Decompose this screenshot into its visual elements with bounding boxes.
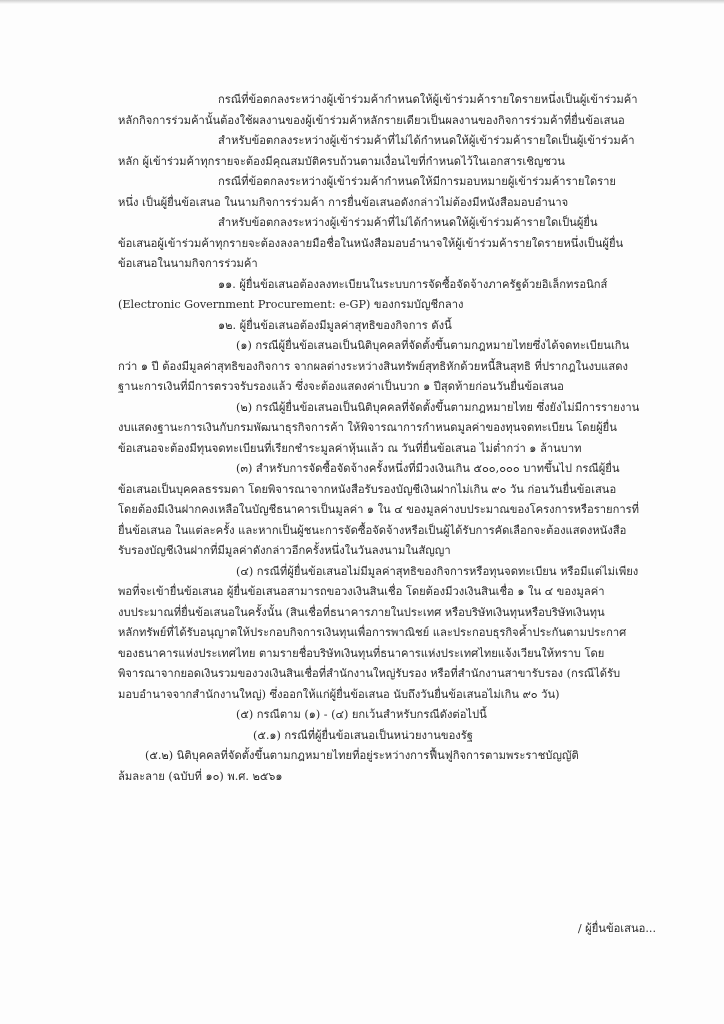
text-line: (๔) กรณีที่ผู้ยื่นข้อเสนอไม่มีมูลค่าสุทธิของกิจการหรือทุนจดทะเบียน หรือมีแต่ไม่เพียง xyxy=(236,564,639,578)
text-line: กว่า ๑ ปี ต้องมีมูลค่าสุทธิของกิจการ จากผลต่างระหว่างสินทรัพย์สุทธิหักด้วยหนี้สินสุทธิ ที่ปรากฎในงบแสดง xyxy=(118,359,628,373)
text-line: ข้อเสนอเป็นบุคคลธรรมดา โดยพิจารณาจากหนังสือรับรองบัญชีเงินฝากไม่เกิน ๙๐ วัน ก่อนวันยื่นข้อเสนอ xyxy=(118,482,617,496)
text-line: ของธนาคารแห่งประเทศไทย ตามรายชื่อบริษัทเงินทุนที่ธนาคารแห่งประเทศไทยแจ้งเวียนให้ทราบ โดย xyxy=(118,646,605,660)
document-body xyxy=(118,90,686,787)
text-line: ๑๑. ผู้ยื่นข้อเสนอต้องลงทะเบียนในระบบการจัดซื้อจัดจ้างภาครัฐด้วยอิเล็กทรอนิกส์ xyxy=(218,277,608,291)
text-line: (๕.๒) นิติบุคคลที่จัดตั้งขึ้นตามกฎหมายไทยที่อยู่ระหว่างการฟื้นฟูกิจการตามพระราชบัญญัติ xyxy=(145,749,579,762)
text-line: (๕) กรณีตาม (๑) - (๔) ยกเว้นสำหรับกรณีดังต่อไปนี้ xyxy=(236,708,487,721)
text-line: สำหรับข้อตกลงระหว่างผู้เข้าร่วมค้าที่ไม่ได้กำหนดให้ผู้เข้าร่วมค้ารายใดเป็นผู้เข้าร่วมค้า xyxy=(218,134,635,147)
text-line: โดยต้องมีเงินฝากคงเหลือในบัญชีธนาคารเป็นมูลค่า ๑ ใน ๔ ของมูลค่างบประมาณของโครงการหรือรายการที่ xyxy=(118,503,640,516)
text-line: หลักกิจการร่วมค้านั้นต้องใช้ผลงานของผู้เข้าร่วมค้าหลักรายเดียวเป็นผลงานของกิจการร่วมค้าที่ยื่นข้อเสนอ xyxy=(118,113,625,127)
text-line: งบประมาณที่ยื่นข้อเสนอในครั้งนั้น (สินเชื่อที่ธนาคารภายในประเทศ หรือบริษัทเงินทุนหรือบริษัทเงินทุน xyxy=(118,605,605,619)
text-line: งบแสดงฐานะการเงินกับกรมพัฒนาธุรกิจการค้า ให้พิจารณาการกำหนดมูลค่าของทุนจดทะเบียน โดยผู้ยื่น xyxy=(118,421,617,434)
text-line: (๒) กรณีผู้ยื่นข้อเสนอเป็นนิติบุคคลที่จัดตั้งขึ้นตามกฎหมายไทย ซึ่งยังไม่มีการรายงาน xyxy=(236,400,640,414)
text-line: หลัก ผู้เข้าร่วมค้าทุกรายจะต้องมีคุณสมบัติครบถ้วนตามเงื่อนไขที่กำหนดไว้ในเอกสารเชิญชวน xyxy=(118,154,565,168)
text-line: ล้มละลาย (ฉบับที่ ๑๐) พ.ศ. ๒๕๖๑ xyxy=(118,769,283,783)
text-line: หลักทรัพย์ที่ได้รับอนุญาตให้ประกอบกิจการเงินทุนเพื่อการพาณิชย์ และประกอบธุรกิจค้ำประกันตามประกาศ xyxy=(118,626,627,639)
text-line: กรณีที่ข้อตกลงระหว่างผู้เข้าร่วมค้ากำหนดให้ผู้เข้าร่วมค้ารายใดรายหนึ่งเป็นผู้เข้าร่วมค้า xyxy=(218,93,638,106)
text-line: (๑) กรณีผู้ยื่นข้อเสนอเป็นนิติบุคคลที่จัดตั้งขึ้นตามกฎหมายไทยซึ่งได้จดทะเบียนเกิน xyxy=(236,339,630,352)
page-top-edge xyxy=(0,0,724,4)
text-line: สำหรับข้อตกลงระหว่างผู้เข้าร่วมค้าที่ไม่ได้กำหนดให้ผู้เข้าร่วมค้ารายใดเป็นผู้ยื่น xyxy=(218,216,598,229)
text-line: รับรองบัญชีเงินฝากที่มีมูลค่าดังกล่าวอีกครั้งหนึ่งในวันลงนามในสัญญา xyxy=(118,544,451,557)
text-line: มอบอำนาจจากสำนักงานใหญ่) ซึ่งออกให้แก่ผู้ยื่นข้อเสนอ นับถึงวันยื่นข้อเสนอไม่เกิน ๙๐ วัน) xyxy=(118,687,560,701)
text-line: ข้อเสนอผู้เข้าร่วมค้าทุกรายจะต้องลงลายมือชื่อในหนังสือมอบอำนาจให้ผู้เข้าร่วมค้ารายใดรายหนึ่งเป็นผู้ยื่น xyxy=(118,236,624,250)
text-line: กรณีที่ข้อตกลงระหว่างผู้เข้าร่วมค้ากำหนดให้มีการมอบหมายผู้เข้าร่วมค้ารายใดราย xyxy=(218,175,616,188)
text-line: ยื่นข้อเสนอ ในแต่ละครั้ง และหากเป็นผู้ชนะการจัดซื้อจัดจ้างหรือเป็นผู้ได้รับการคัดเลือกจะต้องแสดงหนังสือ xyxy=(118,523,627,537)
text-line: (๓) สำหรับการจัดซื้อจัดจ้างครั้งหนึ่งที่มีวงเงินเกิน ๕๐๐,๐๐๐ บาทขึ้นไป กรณีผู้ยื่น xyxy=(236,462,620,475)
text-line: ข้อเสนอจะต้องมีทุนจดทะเบียนที่เรียกชำระมูลค่าหุ้นแล้ว ณ วันที่ยื่นข้อเสนอ ไม่ต่ำกว่า ๑ ล้านบาท xyxy=(118,441,582,455)
page-continuation-footer: / ผู้ยื่นข้อเสนอ... xyxy=(577,922,656,935)
text-line: ข้อเสนอในนามกิจการร่วมค้า xyxy=(118,257,258,270)
text-line: หนึ่ง เป็นผู้ยื่นข้อเสนอ ในนามกิจการร่วมค้า การยื่นข้อเสนอดังกล่าวไม่ต้องมีหนังสือมอบอำนาจ xyxy=(118,195,569,209)
text-line: พอที่จะเข้ายื่นข้อเสนอ ผู้ยื่นข้อเสนอสามารถขอวงเงินสินเชื่อ โดยต้องมีวงเงินสินเชื่อ ๑ ใน ๔ ของมูลค่า xyxy=(118,585,605,598)
text-line: ฐานะการเงินที่มีการตรวจรับรองแล้ว ซึ่งจะต้องแสดงค่าเป็นบวก ๑ ปีสุดท้ายก่อนวันยื่นข้อเสนอ xyxy=(118,380,564,393)
text-line: (Electronic Government Procurement: e-GP) ของกรมบัญชีกลาง xyxy=(118,298,464,311)
text-line: พิจารณาจากยอดเงินรวมของวงเงินสินเชื่อที่สำนักงานใหญ่รับรอง หรือที่สำนักงานสาขารับรอง (กรณีได้รับ xyxy=(118,667,621,680)
text-line: ๑๒. ผู้ยื่นข้อเสนอต้องมีมูลค่าสุทธิของกิจการ ดังนี้ xyxy=(218,318,452,332)
text-line: (๕.๑) กรณีที่ผู้ยื่นข้อเสนอเป็นหน่วยงานของรัฐ xyxy=(253,728,473,742)
